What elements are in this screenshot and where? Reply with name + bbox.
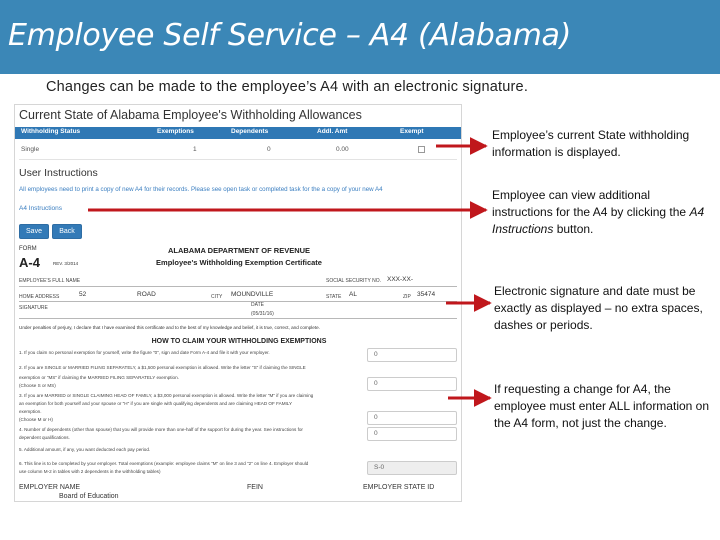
date-value: (05/31/16) [251, 311, 274, 317]
instruction-line: an exemption for both yourself and your spouse or "H" if you are single with qualifying dependents and are claiming HEAD OF FAMILY [19, 401, 293, 406]
employer-name-label: EMPLOYER NAME [19, 484, 81, 491]
col-withholding-status: Withholding Status [21, 128, 81, 135]
annotation-signature: Electronic signature and date must be exactly as displayed – no extra spaces, dashes or periods. [494, 284, 703, 332]
street: ROAD [137, 291, 156, 298]
col-dependents: Dependents [231, 128, 269, 135]
instruction-line: (Choose M or H) [19, 417, 53, 422]
col-exempt: Exempt [400, 128, 424, 135]
exemption-input-line2[interactable]: 0 [367, 377, 457, 391]
form-number: A-4 [19, 255, 40, 270]
full-name-label: EMPLOYEE'S FULL NAME [19, 278, 81, 284]
annotation-full-change: If requesting a change for A4, the employee must enter ALL information on the A4 form, not just the change. [494, 382, 710, 430]
withholding-heading: Current State of Alabama Employee's Withholding Allowances [19, 108, 362, 122]
instruction-line: 4. Number of dependents (other than spouse) that you will provide more than one-half of the support for during the year. See instructions for [19, 427, 303, 432]
instructions-notice: All employees need to print a copy of new A4 for their records. Please see open task or completed task for the a copy of your new A4 [19, 186, 383, 193]
col-addl-amt: Addl. Amt [317, 128, 348, 135]
employer-state-id-label: EMPLOYER STATE ID [363, 484, 435, 491]
annotation-text: Employee can view additional instructions for the A4 by clicking the [492, 188, 687, 219]
instruction-line: 3. If you are MARRIED or SINGLE CLAIMING HEAD OF FAMILY, a $3,000 personal exemption is allowed. Write the letter "M" if you are claiming [19, 393, 314, 398]
employer-name-value: Board of Education [59, 493, 119, 500]
annotation-current-state: Employee’s current State withholding information is displayed. [492, 128, 690, 159]
col-exemptions: Exemptions [157, 128, 194, 135]
cell-addl-amt: 0.00 [336, 146, 349, 153]
how-to-claim-title: HOW TO CLAIM YOUR WITHHOLDING EXEMPTIONS [151, 338, 327, 345]
total-exemptions-input: S-0 [367, 461, 457, 475]
slide-subtitle: Changes can be made to the employee’s A4 with an electronic signature. [46, 79, 529, 95]
cell-status: Single [21, 146, 40, 153]
instruction-line: 6. This line is to be completed by your employer. Total exemptions (example: employee claims "M" on line 3 and "2" on line 4. Employer should [19, 461, 309, 466]
state-label: STATE [326, 294, 342, 300]
city-value: MOUNDVILLE [231, 291, 274, 298]
cell-exemptions: 1 [193, 146, 197, 153]
zip-value: 35474 [417, 291, 436, 298]
perjury-statement: Under penalties of perjury, I declare that I have examined this certificate and to the best of my knowledge and belief, it is true, correct, and complete. [19, 325, 320, 330]
ssn-label: SOCIAL SECURITY NO. [326, 278, 382, 284]
instruction-line: exemption. [19, 409, 42, 414]
cell-dependents: 0 [267, 146, 271, 153]
instruction-line: exemption or "MS" if claiming the MARRIED FILING SEPARATELY exemption. [19, 375, 179, 380]
state-value: AL [349, 291, 357, 298]
dependents-input[interactable]: 0 [367, 427, 457, 441]
user-instructions-heading: User Instructions [19, 167, 98, 179]
fein-label: FEIN [247, 484, 263, 491]
instruction-line: dependent qualifications. [19, 435, 70, 440]
instruction-line: 1. If you claim no personal exemption for yourself, write the figure "0", sign and date Form A-4 and file it with your employer. [19, 350, 270, 355]
signature-label: SIGNATURE [19, 305, 48, 311]
form-revision: REV. 3/2014 [53, 261, 79, 266]
instruction-line: 5. Additional amount, if any, you want deducted each pay period. [19, 447, 151, 452]
annotation-text: button. [553, 222, 594, 236]
annotation-link-name: A4 Instructions [492, 205, 705, 236]
slide-title: Employee Self Service – A4 (Alabama) [8, 18, 572, 53]
instruction-line: 2. If you are SINGLE or MARRIED FILING SEPARATELY, a $1,500 personal exemption is allowed. Write the letter "S" if claiming the SINGLE [19, 365, 306, 370]
a4-instructions-link[interactable]: A4 Instructions [19, 205, 62, 212]
house-number: 52 [79, 291, 87, 298]
department-title: ALABAMA DEPARTMENT OF REVENUE [167, 246, 311, 255]
city-label: CITY [211, 294, 223, 300]
exemption-input-line3[interactable]: 0 [367, 411, 457, 425]
back-button[interactable]: Back [52, 224, 82, 239]
form-label: FORM [19, 246, 37, 252]
zip-label: ZIP [403, 294, 411, 300]
certificate-title: Employee's Withholding Exemption Certificate [156, 258, 322, 267]
exemption-input-line1[interactable]: 0 [367, 348, 457, 362]
ssn-value: XXX-XX- [387, 276, 414, 283]
instruction-line: use column M-2 in tables with 2 dependents in the withholding tables) [19, 469, 161, 474]
date-label: DATE [251, 302, 264, 308]
home-address-label: HOME ADDRESS [19, 294, 60, 300]
save-button[interactable]: Save [19, 224, 49, 239]
instruction-line: (Choose S or MS) [19, 383, 56, 388]
annotation-a4-instructions [492, 187, 714, 238]
